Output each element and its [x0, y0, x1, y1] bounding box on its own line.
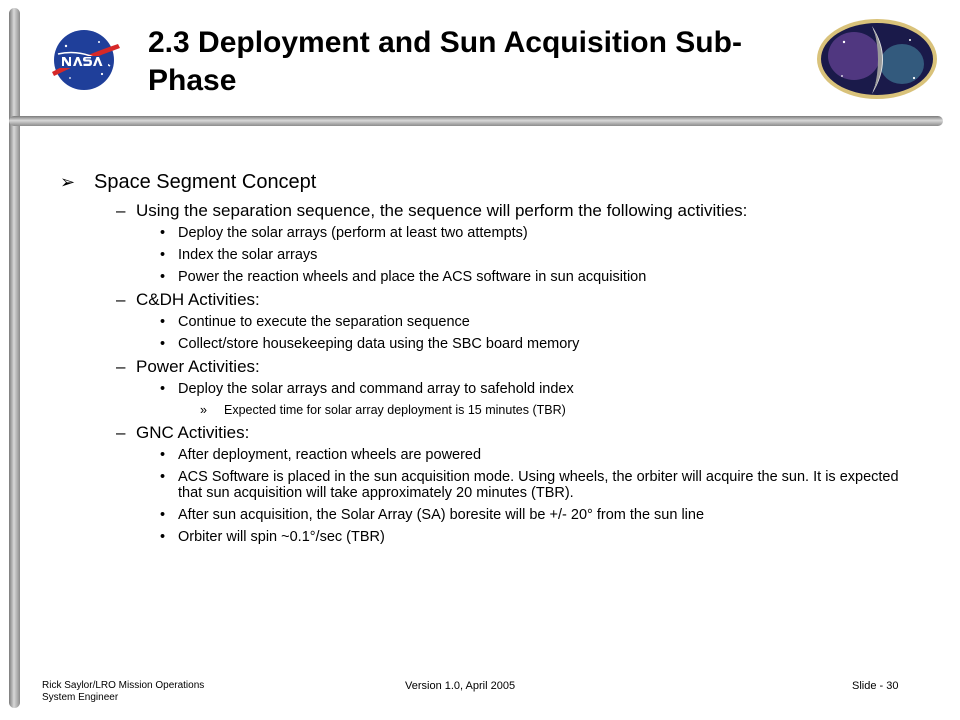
dash-marker: –: [116, 423, 126, 442]
bullet-marker: •: [160, 336, 166, 352]
bullet-marker: •: [160, 507, 166, 523]
level2-item: [116, 202, 910, 220]
slide-content: [60, 170, 910, 551]
bullet-marker: •: [160, 247, 166, 263]
level3-item: [158, 269, 910, 285]
item-text: Using the separation sequence, the sequence will perform the following activities:: [136, 201, 748, 220]
bullet-text: Power the reaction wheels and place the ACS software in sun acquisition: [178, 269, 647, 285]
level4-item: [200, 403, 910, 418]
item-text: Power Activities:: [136, 357, 260, 376]
bullet-marker: •: [160, 381, 166, 397]
level3-item: [158, 469, 910, 501]
level2-item: [116, 291, 910, 309]
bullet-text: Deploy the solar arrays (perform at least two attempts): [178, 225, 528, 241]
bullet-text: Deploy the solar arrays and command array to safehold index: [178, 381, 574, 397]
arrow-bullet-icon: ➢: [60, 172, 76, 192]
slide-title: 2.3 Deployment and Sun Acquisition Sub-Phase: [148, 26, 742, 97]
footer-version: Version 1.0, April 2005: [405, 680, 516, 692]
level3-item: [158, 529, 910, 545]
footer-author: [42, 680, 204, 704]
level3-item: [158, 507, 910, 523]
sub-bullet-text: Expected time for solar array deployment is 15 minutes (TBR): [224, 403, 566, 417]
footer-author-line2: System Engineer: [42, 692, 119, 703]
bullet-marker: •: [160, 314, 166, 330]
bullet-text: Orbiter will spin ~0.1°/sec (TBR): [178, 529, 385, 545]
bullet-text: Collect/store housekeeping data using the SBC board memory: [178, 336, 580, 352]
header-divider-bar: [9, 116, 943, 126]
footer-author-line1: Rick Saylor/LRO Mission Operations: [42, 680, 205, 691]
nasa-logo: [44, 26, 124, 94]
dash-marker: –: [116, 201, 126, 220]
bullet-marker: •: [160, 269, 166, 285]
left-frame-bar: [9, 8, 20, 708]
bullet-marker: •: [160, 469, 166, 485]
dash-marker: –: [116, 357, 126, 376]
level3-item: [158, 336, 910, 352]
level3-item: [158, 314, 910, 330]
bullet-marker: •: [160, 447, 166, 463]
dash-marker: –: [116, 290, 126, 309]
bullet-text: After deployment, reaction wheels are powered: [178, 447, 482, 463]
bullet-marker: •: [160, 225, 166, 241]
bullet-text: Index the solar arrays: [178, 247, 318, 263]
section-heading: Space Segment Concept: [94, 171, 317, 193]
level2-item: [116, 358, 910, 376]
bullet-text: ACS Software is placed in the sun acquisition mode. Using wheels, the orbiter will acquire the sun. It is expected that sun acquisition will take approximately 20 minutes (TBR).: [178, 469, 899, 501]
bullet-text: After sun acquisition, the Solar Array (SA) boresite will be +/- 20° from the sun line: [178, 507, 705, 523]
level3-item: [158, 247, 910, 263]
level3-item: [158, 381, 910, 397]
item-text: C&DH Activities:: [136, 290, 260, 309]
sub-bullet-marker: »: [200, 403, 207, 417]
bullet-marker: •: [160, 529, 166, 545]
level2-item: [116, 424, 910, 442]
level3-item: [158, 225, 910, 241]
footer-slide-number: Slide - 30: [852, 680, 899, 692]
level1-item: [60, 170, 910, 194]
level3-item: [158, 447, 910, 463]
lro-mission-logo: [814, 16, 940, 102]
bullet-text: Continue to execute the separation sequence: [178, 314, 470, 330]
item-text: GNC Activities:: [136, 423, 250, 442]
